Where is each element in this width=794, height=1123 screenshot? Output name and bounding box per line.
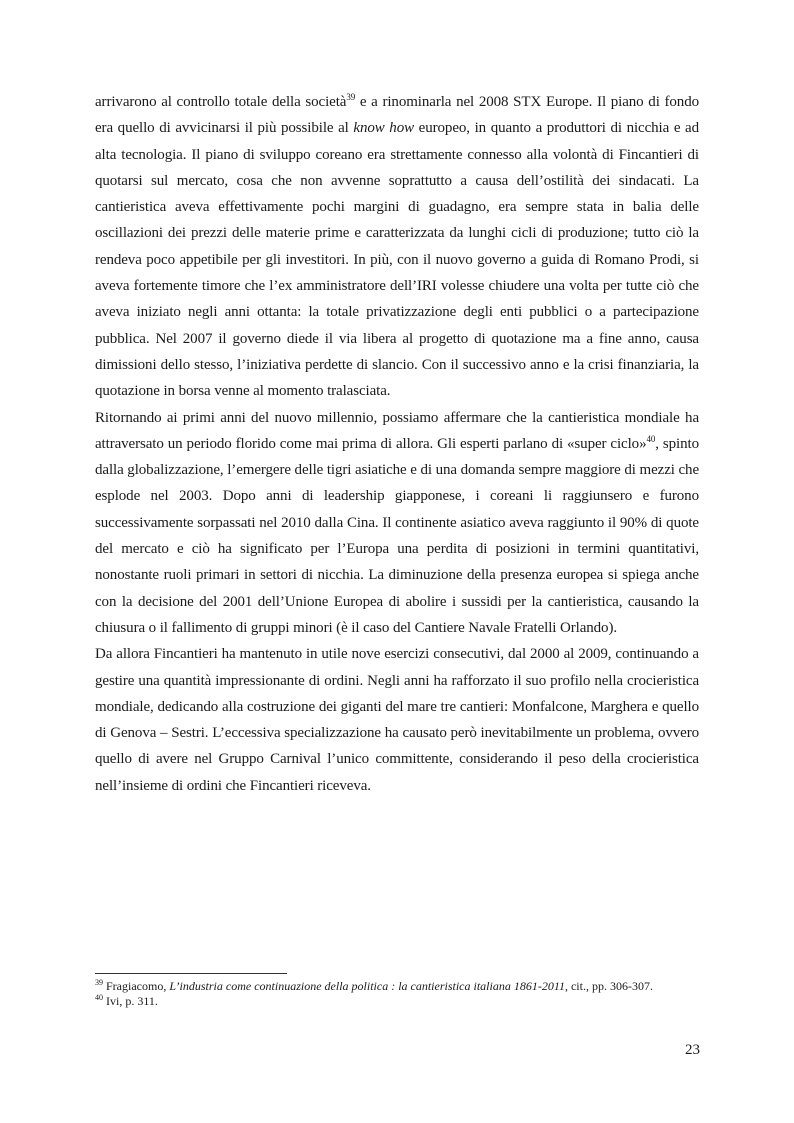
- paragraph-1: [95, 89, 699, 405]
- footnote-number: 40: [95, 992, 103, 1002]
- footnote-text-a: Fragiacomo,: [103, 979, 170, 993]
- paragraph-1-text-b: e a rinominarla nel 2008 STX Europe. Il piano di fondo era quello di avvicinarsi il più possibile al: [95, 94, 699, 137]
- paragraph-3: [95, 641, 699, 799]
- paragraph-3-text: Da allora Fincantieri ha mantenuto in utile nove esercizi consecutivi, dal 2000 al 2009, continuando a gestire una quantità impressionante di ordini. Negli anni ha rafforzato il suo profilo nella crocieristica mondiale, dedicando alla costruzione dei giganti del mare tre cantieri: Monfalcone, Marghera e quello di Genova – Sestri. L’eccessiva specializzazione ha causato però inevitabilmente un problema, ovvero quello di avere nel Gruppo Carnival l’unico committente, considerando il peso della crocieristica nell’insieme di ordini che Fincantieri riceveva.: [95, 646, 699, 794]
- footnote-ref-39[interactable]: 39: [346, 92, 356, 102]
- paragraph-1-text-c: europeo, in quanto a produttori di nicchia e ad alta tecnologia. Il piano di sviluppo coreano era strettamente connesso alla volontà di Fincantieri di quotarsi sul mercato, cosa che non avvenne soprattutto a causa dell’ostilità dei sindacati. La cantieristica aveva effettivamente pochi margini di guadagno, era sempre stata in balia delle oscillazioni dei prezzi delle materie prime e caratterizzata da lunghi cicli di produzione; tutto ciò la rendeva poco appetibile per gli investitori. In più, con il nuovo governo a guida di Romano Prodi, si aveva fortemente timore che l’ex amministratore dell’IRI volesse chiudere una volta per tutte ciò che aveva iniziato negli anni ottanta: la totale privatizzazione degli enti pubblici o a partecipazione pubblica. Nel 2007 il governo diede il via libera al progetto di quotazione ma a fine anno, causa dimissioni dello stesso, l’iniziativa perdette di slancio. Con il successivo anno e la crisi finanziaria, la quotazione in borsa venne al momento tralasciata.: [95, 120, 699, 400]
- paragraph-2: [95, 405, 699, 642]
- paragraph-1-text-a: arrivarono al controllo totale della società: [95, 94, 347, 110]
- footnotes: [95, 979, 699, 1008]
- footnote-title: L’industria come continuazione della politica : la cantieristica italiana 1861-2011: [169, 979, 565, 993]
- body-text: [95, 89, 699, 799]
- footnote-39: [95, 979, 699, 994]
- page-number: 23: [685, 1042, 700, 1058]
- paragraph-2-text-b: , spinto dalla globalizzazione, l’emergere delle tigri asiatiche e di una domanda sempre maggiore di mezzi che esplode nel 2003. Dopo anni di leadership giapponese, i coreani li raggiunsero e furono successivamente sorpassati nel 2010 dalla Cina. Il continente asiatico aveva raggiunto il 90% di quote del mercato e ciò ha significato per l’Europa una perdita di posizioni in termini quantitativi, nonostante ruoli primari in settori di nicchia. La diminuzione della presenza europea si spiega anche con la decisione del 2001 dell’Unione Europea di abolire i sussidi per la cantieristica, causando la chiusura o il fallimento di gruppi minori (è il caso del Cantiere Navale Fratelli Orlando).: [95, 435, 699, 636]
- paragraph-2-text-a: Ritornando ai primi anni del nuovo millennio, possiamo affermare che la cantieristica mondiale ha attraversato un periodo florido come mai prima di allora. Gli esperti parlano di «super ciclo»: [95, 409, 699, 452]
- footnote-separator: [95, 973, 287, 974]
- footnote-number: 39: [95, 978, 103, 987]
- paragraph-1-italic: know how: [353, 120, 415, 137]
- footnote-text: Ivi, p. 311.: [103, 993, 158, 1008]
- footnote-ref-40[interactable]: 40: [646, 433, 656, 444]
- footnote-40: [95, 994, 699, 1009]
- footnote-text-b: , cit., pp. 306-307.: [564, 979, 653, 993]
